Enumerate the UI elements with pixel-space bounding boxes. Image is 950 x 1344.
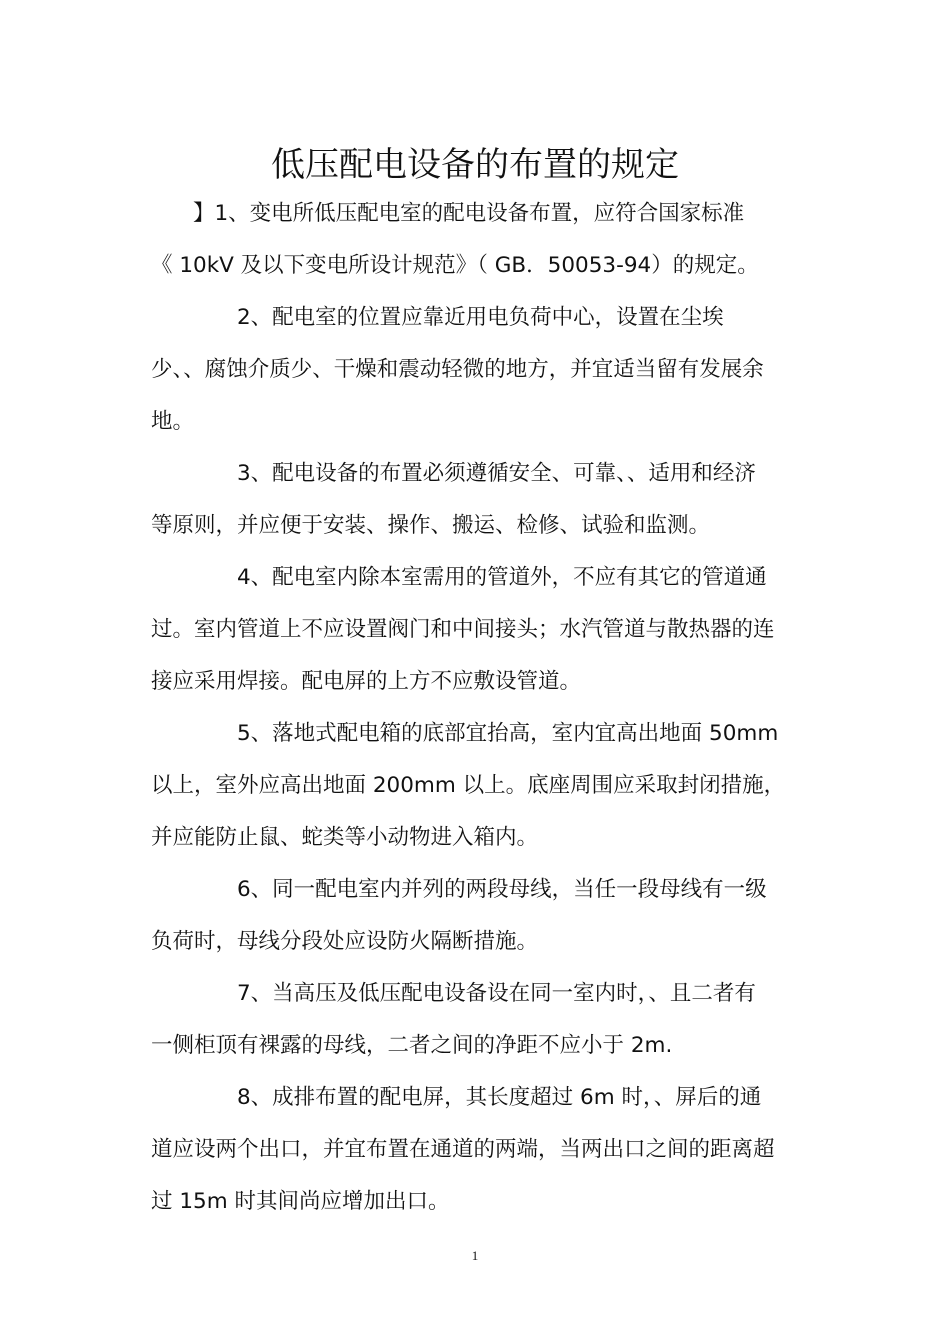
text-line-14: 6、同一配电室内并列的两段母线，当任一段母线有一级 [237,877,767,902]
text-line-15: 负荷时，母线分段处应设防火隔断措施。 [151,929,539,954]
page-number: 1 [471,1248,479,1263]
text-line-17: 一侧柜顶有裸露的母线，二者之间的净距不应小于 2m. [151,1033,673,1058]
text-line-18: 8、成排布置的配电屏，其长度超过 6m 时，、屏后的通 [237,1085,762,1110]
text-line-10: 接应采用焊接。配电屏的上方不应敷设管道。 [151,669,582,694]
text-line-7: 等原则，并应便于安装、操作、搬运、检修、试验和监测。 [151,513,711,538]
text-line-9: 过。室内管道上不应设置阀门和中间接头；水汽管道与散热器的连 [151,617,775,642]
text-line-12: 以上，室外应高出地面 200mm 以上。底座周围应采取封闭措施， [151,773,786,798]
text-line-13: 并应能防止鼠、蛇类等小动物进入箱内。 [151,825,539,850]
text-line-8: 4、配电室内除本室需用的管道外，不应有其它的管道通 [237,565,767,590]
text-line-4: 少、、腐蚀介质少、干燥和震动轻微的地方，并宜适当留有发展余 [151,357,764,382]
text-line-16: 7、当高压及低压配电设备设在同一室内时，、且二者有 [237,981,756,1006]
text-line-6: 3、配电设备的布置必须遵循安全、可靠、、适用和经济 [237,461,756,486]
text-line-11: 5、落地式配电箱的底部宜抬高，室内宜高出地面 50mm [237,721,779,746]
text-line-5: 地。 [151,409,195,434]
text-line-2: 《 10kV 及以下变电所设计规范》（ GB．50053-94）的规定。 [151,253,759,278]
text-line-1: 】1、变电所低压配电室的配电设备布置，应符合国家标准 [193,201,745,226]
text-line-20: 过 15m 时其间尚应增加出口。 [151,1189,450,1214]
page-title: 低压配电设备的布置的规定 [271,144,679,185]
text-line-3: 2、配电室的位置应靠近用电负荷中心，设置在尘埃 [237,305,724,330]
text-line-19: 道应设两个出口，并宜布置在通道的两端，当两出口之间的距离超 [151,1137,775,1162]
